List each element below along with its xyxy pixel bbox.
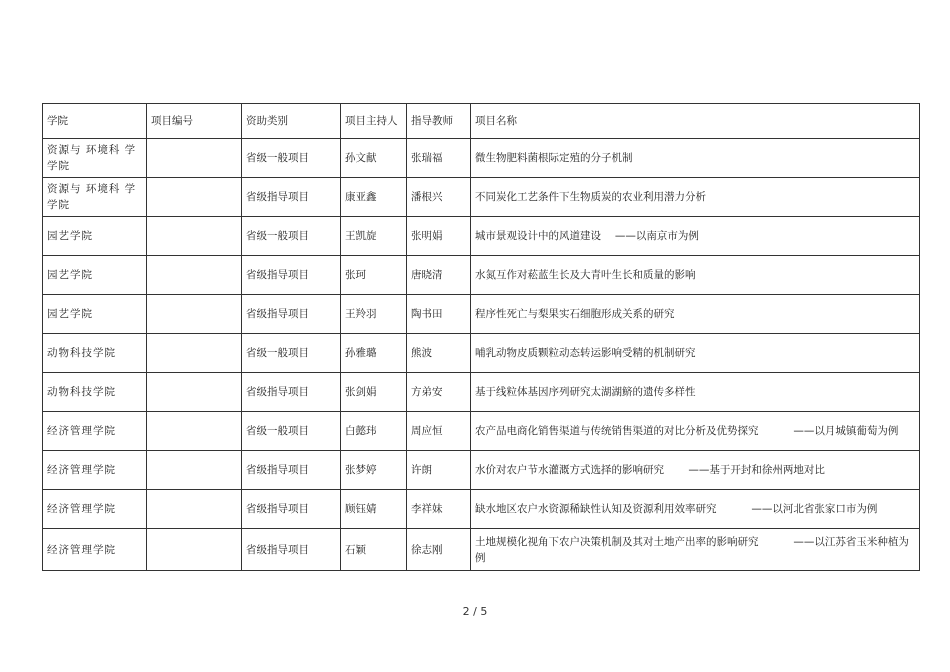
cell-college: 经济管理学院 (43, 490, 147, 529)
cell-funding-category: 省级指导项目 (242, 295, 341, 334)
cell-advisor: 陶书田 (407, 295, 471, 334)
cell-college: 资源与 环境科 学学院 (43, 139, 147, 178)
cell-project-name: 水氮互作对菘蓝生长及大青叶生长和质量的影响 (471, 256, 920, 295)
cell-project-number (147, 451, 242, 490)
cell-advisor: 徐志刚 (407, 529, 471, 571)
cell-project-leader: 王羚羽 (341, 295, 407, 334)
cell-project-number (147, 334, 242, 373)
table-row (43, 217, 920, 256)
cell-project-leader: 王凯旋 (341, 217, 407, 256)
header-funding-category: 资助类别 (242, 104, 341, 139)
cell-funding-category: 省级指导项目 (242, 451, 341, 490)
cell-project-name: 基于线粒体基因序列研究太湖湖鲚的遗传多样性 (471, 373, 920, 412)
cell-project-leader: 张剑娟 (341, 373, 407, 412)
cell-project-leader: 张珂 (341, 256, 407, 295)
table-row (43, 412, 920, 451)
header-college: 学院 (43, 104, 147, 139)
cell-project-name: 哺乳动物皮质颗粒动态转运影响受精的机制研究 (471, 334, 920, 373)
cell-project-leader: 石颖 (341, 529, 407, 571)
table-row (43, 178, 920, 217)
cell-project-leader: 顾钰婧 (341, 490, 407, 529)
cell-project-leader: 张梦婷 (341, 451, 407, 490)
cell-advisor: 张瑞福 (407, 139, 471, 178)
header-project-name: 项目名称 (471, 104, 920, 139)
cell-funding-category: 省级指导项目 (242, 373, 341, 412)
table-row (43, 373, 920, 412)
cell-project-number (147, 490, 242, 529)
cell-funding-category: 省级一般项目 (242, 217, 341, 256)
cell-project-number (147, 295, 242, 334)
header-project-number: 项目编号 (147, 104, 242, 139)
cell-funding-category: 省级一般项目 (242, 139, 341, 178)
cell-college: 园艺学院 (43, 217, 147, 256)
cell-advisor: 周应恒 (407, 412, 471, 451)
cell-advisor: 张明娟 (407, 217, 471, 256)
cell-project-leader: 白懿玮 (341, 412, 407, 451)
cell-project-name: 不同炭化工艺条件下生物质炭的农业利用潜力分析 (471, 178, 920, 217)
cell-project-number (147, 373, 242, 412)
table-row (43, 295, 920, 334)
table-row (43, 256, 920, 295)
cell-funding-category: 省级指导项目 (242, 178, 341, 217)
cell-project-name: 微生物肥料菌根际定殖的分子机制 (471, 139, 920, 178)
cell-advisor: 熊波 (407, 334, 471, 373)
cell-project-name: 土地规模化视角下农户决策机制及其对土地产出率的影响研究 ——以江苏省玉米种植为例 (471, 529, 920, 571)
cell-college: 经济管理学院 (43, 529, 147, 571)
cell-project-name: 城市景观设计中的风道建设 ——以南京市为例 (471, 217, 920, 256)
cell-project-name: 程序性死亡与梨果实石细胞形成关系的研究 (471, 295, 920, 334)
cell-funding-category: 省级指导项目 (242, 529, 341, 571)
table-row (43, 490, 920, 529)
cell-college: 经济管理学院 (43, 412, 147, 451)
cell-funding-category: 省级指导项目 (242, 256, 341, 295)
cell-project-number (147, 529, 242, 571)
table-row (43, 334, 920, 373)
cell-funding-category: 省级一般项目 (242, 334, 341, 373)
cell-project-leader: 孙雅璐 (341, 334, 407, 373)
cell-college: 经济管理学院 (43, 451, 147, 490)
cell-advisor: 潘根兴 (407, 178, 471, 217)
cell-advisor: 方弟安 (407, 373, 471, 412)
cell-college: 园艺学院 (43, 256, 147, 295)
cell-funding-category: 省级指导项目 (242, 490, 341, 529)
table-row (43, 529, 920, 571)
cell-college: 动物科技学院 (43, 373, 147, 412)
cell-project-name: 农产品电商化销售渠道与传统销售渠道的对比分析及优势探究 ——以月城镇葡萄为例 (471, 412, 920, 451)
cell-project-number (147, 412, 242, 451)
header-project-leader: 项目主持人 (341, 104, 407, 139)
cell-college: 资源与 环境科 学学院 (43, 178, 147, 217)
cell-college: 动物科技学院 (43, 334, 147, 373)
cell-project-name: 缺水地区农户水资源稀缺性认知及资源利用效率研究 ——以河北省张家口市为例 (471, 490, 920, 529)
cell-advisor: 唐晓清 (407, 256, 471, 295)
cell-project-leader: 孙文献 (341, 139, 407, 178)
cell-college: 园艺学院 (43, 295, 147, 334)
table-header-row (43, 104, 920, 139)
cell-project-number (147, 178, 242, 217)
table-row (43, 139, 920, 178)
cell-advisor: 李祥妹 (407, 490, 471, 529)
header-advisor: 指导教师 (407, 104, 471, 139)
page-number: 2 / 5 (462, 605, 488, 618)
cell-project-leader: 康亚鑫 (341, 178, 407, 217)
cell-funding-category: 省级一般项目 (242, 412, 341, 451)
projects-table (42, 103, 920, 571)
cell-advisor: 许朗 (407, 451, 471, 490)
table-body (43, 139, 920, 571)
cell-project-number (147, 139, 242, 178)
table-row (43, 451, 920, 490)
cell-project-name: 水价对农户节水灌溉方式选择的影响研究 ——基于开封和徐州两地对比 (471, 451, 920, 490)
cell-project-number (147, 217, 242, 256)
cell-project-number (147, 256, 242, 295)
